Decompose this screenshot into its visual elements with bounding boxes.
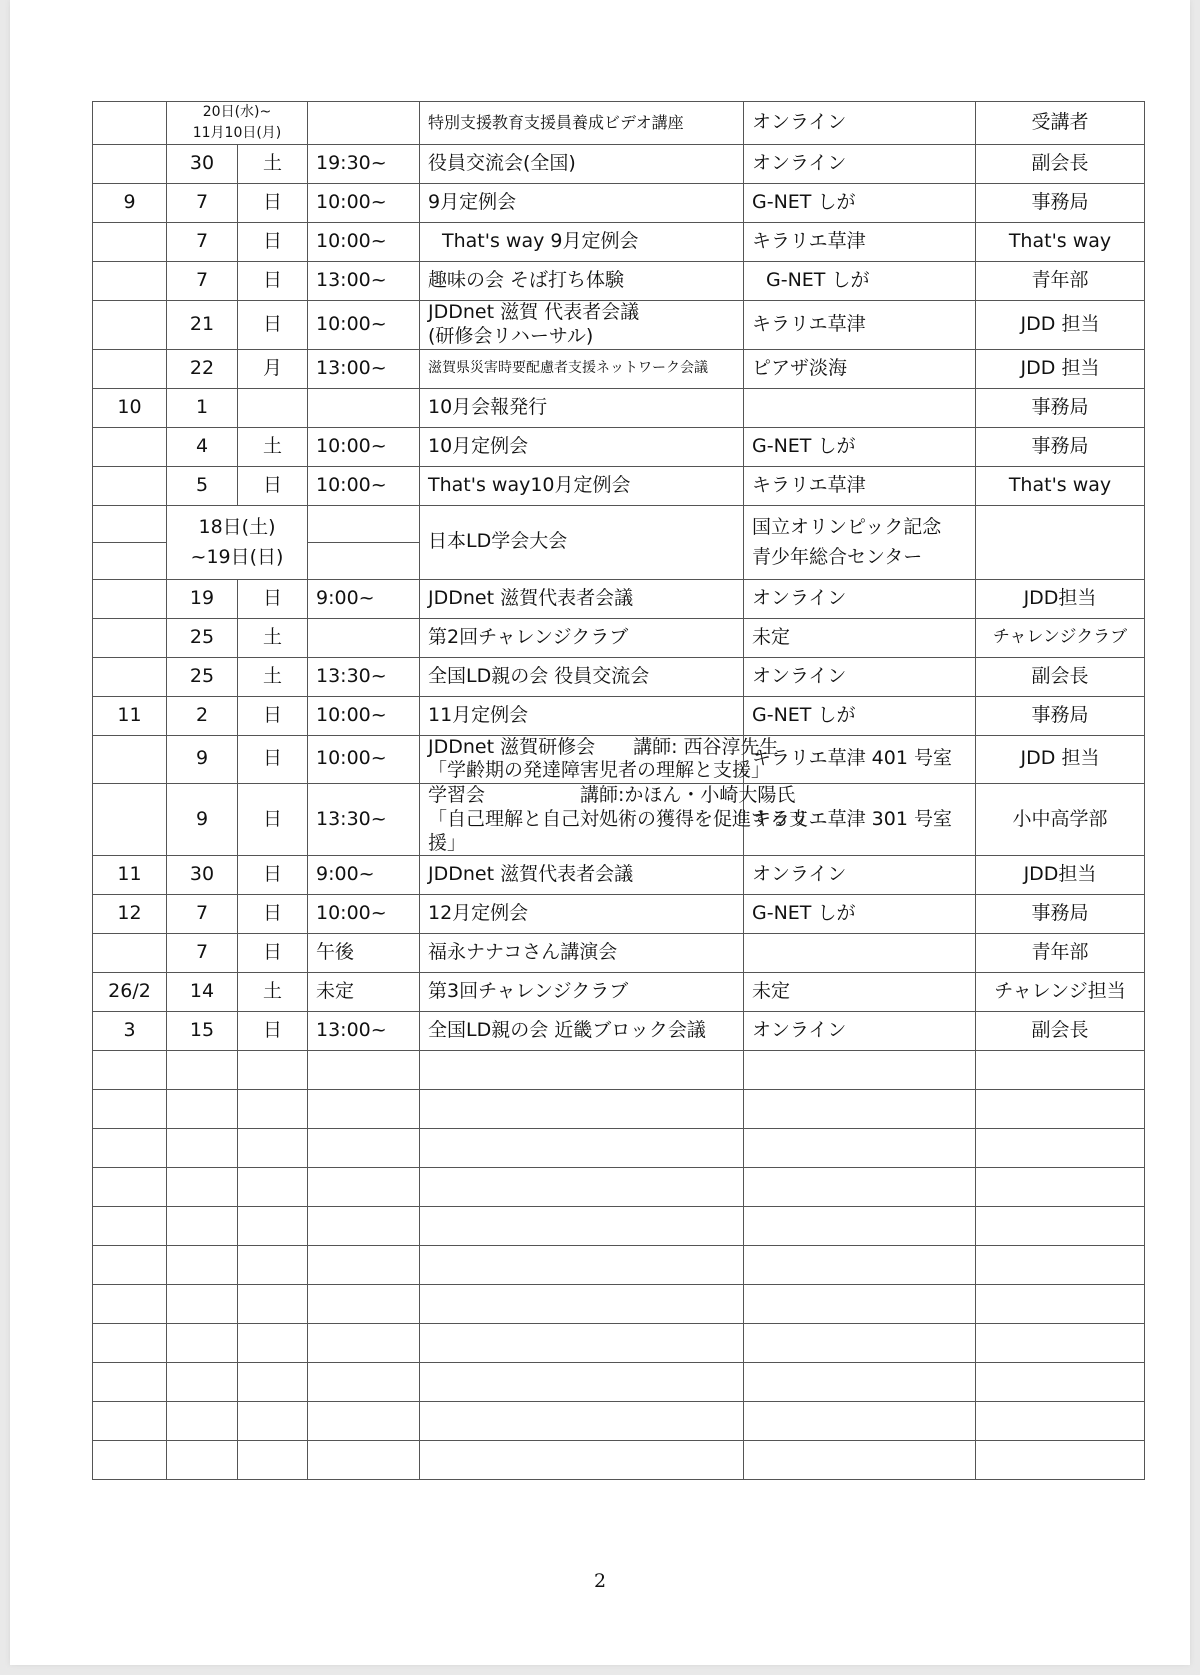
table-row	[93, 427, 1145, 466]
empty-row	[93, 1402, 1145, 1441]
empty-rows	[93, 1051, 1145, 1480]
table-row	[93, 856, 1145, 895]
table-row	[93, 973, 1145, 1012]
place-cell: オンライン	[744, 145, 976, 184]
event-cell: That's way10月定例会	[420, 466, 744, 505]
time-cell	[308, 618, 420, 657]
table-row	[93, 505, 1145, 542]
owner-cell: 青年部	[976, 934, 1145, 973]
weekday-cell: 日	[238, 301, 308, 350]
month-cell	[93, 657, 167, 696]
place-line: 青少年総合センター	[752, 546, 923, 568]
day-cell: 1	[167, 388, 238, 427]
weekday-cell: 土	[238, 657, 308, 696]
owner-cell: JDD 担当	[976, 735, 1145, 784]
place-cell: オンライン	[744, 1012, 976, 1051]
time-cell: 午後	[308, 934, 420, 973]
place-cell: オンライン	[744, 657, 976, 696]
event-cell	[420, 735, 779, 784]
place-cell: G-NET しが	[744, 427, 976, 466]
table-row	[93, 301, 1145, 350]
page-number: 2	[593, 1570, 607, 1592]
time-cell	[308, 388, 420, 427]
owner-cell: 事務局	[976, 388, 1145, 427]
place-cell: ピアザ淡海	[744, 349, 976, 388]
event-cell	[420, 784, 809, 856]
place-cell: キラリエ草津	[744, 223, 976, 262]
empty-row	[93, 1246, 1145, 1285]
table-row	[93, 696, 1145, 735]
day-cell: 14	[167, 973, 238, 1012]
day-cell: 7	[167, 934, 238, 973]
owner-cell: JDD 担当	[976, 349, 1145, 388]
owner-cell: That's way	[976, 223, 1145, 262]
owner-cell: JDD担当	[976, 579, 1145, 618]
day-cell	[167, 505, 308, 579]
month-cell	[93, 262, 167, 301]
event-cell: 第3回チャレンジクラブ	[420, 973, 744, 1012]
time-cell: 19:30~	[308, 145, 420, 184]
event-cell: 9月定例会	[420, 184, 744, 223]
event-line: JDDnet 滋賀 代表者会議	[428, 301, 640, 323]
owner-cell: JDD担当	[976, 856, 1145, 895]
day-cell: 30	[167, 856, 238, 895]
table-row	[93, 784, 1145, 856]
day-cell: 9	[167, 784, 238, 856]
owner-cell: チャレンジ担当	[976, 973, 1145, 1012]
weekday-cell: 日	[238, 466, 308, 505]
time-cell: 13:30~	[308, 657, 420, 696]
day-cell: 9	[167, 735, 238, 784]
event-cell: JDDnet 滋賀代表者会議	[420, 579, 744, 618]
owner-cell: 事務局	[976, 895, 1145, 934]
weekday-cell: 日	[238, 735, 308, 784]
event-line: JDDnet 滋賀研修会 講師: 西谷淳先生	[428, 735, 779, 758]
table-row	[93, 145, 1145, 184]
weekday-cell: 日	[238, 784, 308, 856]
owner-cell: チャレンジクラブ	[976, 618, 1145, 657]
owner-cell: 副会長	[976, 657, 1145, 696]
month-cell	[93, 934, 167, 973]
weekday-cell: 日	[238, 895, 308, 934]
weekday-cell: 日	[238, 934, 308, 973]
time-cell	[308, 102, 420, 145]
empty-row	[93, 1363, 1145, 1402]
time-cell: 10:00~	[308, 466, 420, 505]
place-cell: G-NET しが	[744, 895, 976, 934]
month-cell	[93, 301, 167, 350]
time-cell: 13:00~	[308, 1012, 420, 1051]
weekday-cell: 土	[238, 618, 308, 657]
place-cell: オンライン	[744, 579, 976, 618]
schedule-table	[92, 101, 1145, 1480]
month-cell	[93, 145, 167, 184]
table-row	[93, 657, 1145, 696]
owner-cell: 小中高学部	[976, 784, 1145, 856]
place-cell: キラリエ草津	[744, 466, 976, 505]
table-row	[93, 895, 1145, 934]
owner-cell: JDD 担当	[976, 301, 1145, 350]
owner-cell: 青年部	[976, 262, 1145, 301]
table-row	[93, 349, 1145, 388]
event-cell: 第2回チャレンジクラブ	[420, 618, 744, 657]
empty-row	[93, 1285, 1145, 1324]
place-cell: G-NET しが	[744, 262, 976, 301]
day-cell: 7	[167, 895, 238, 934]
weekday-cell: 月	[238, 349, 308, 388]
event-line: 援」	[428, 831, 467, 854]
place-cell: G-NET しが	[744, 696, 976, 735]
day-cell: 7	[167, 184, 238, 223]
time-cell: 13:00~	[308, 349, 420, 388]
place-line: 国立オリンピック記念	[752, 515, 942, 538]
day-cell: 5	[167, 466, 238, 505]
time-cell: 9:00~	[308, 856, 420, 895]
day-cell: 19	[167, 579, 238, 618]
empty-row	[93, 1168, 1145, 1207]
table-row	[93, 618, 1145, 657]
weekday-cell: 日	[238, 856, 308, 895]
day-line: 18日(土)	[198, 515, 276, 538]
event-cell: 滋賀県災害時要配慮者支援ネットワーク会議	[420, 349, 744, 388]
event-cell: 全国LD親の会 近畿ブロック会議	[420, 1012, 744, 1051]
place-cell: オンライン	[744, 102, 976, 145]
time-cell: 13:30~	[308, 784, 420, 856]
place-cell	[744, 388, 976, 427]
table-row	[93, 102, 1145, 145]
empty-row	[93, 1207, 1145, 1246]
table-row	[93, 1012, 1145, 1051]
day-cell: 4	[167, 427, 238, 466]
owner-cell: 事務局	[976, 696, 1145, 735]
weekday-cell: 日	[238, 223, 308, 262]
day-line: 20日(水)~	[202, 104, 272, 120]
month-cell	[93, 223, 167, 262]
place-cell: 未定	[744, 618, 976, 657]
month-cell	[93, 618, 167, 657]
month-cell	[93, 579, 167, 618]
month-cell	[93, 505, 167, 542]
month-cell	[93, 349, 167, 388]
time-cell: 10:00~	[308, 301, 420, 350]
event-cell: That's way 9月定例会	[420, 223, 744, 262]
weekday-cell	[238, 388, 308, 427]
empty-row	[93, 1090, 1145, 1129]
weekday-cell: 土	[238, 145, 308, 184]
day-cell: 25	[167, 618, 238, 657]
owner-cell: 副会長	[976, 145, 1145, 184]
month-cell: 3	[93, 1012, 167, 1051]
month-cell	[93, 735, 167, 784]
weekday-cell: 日	[238, 1012, 308, 1051]
table-row	[93, 579, 1145, 618]
day-cell: 15	[167, 1012, 238, 1051]
event-line: 「学齢期の発達障害児者の理解と支援」	[428, 759, 771, 782]
event-line: 学習会 講師:かほん・小崎大陽氏	[428, 784, 796, 806]
month-cell: 10	[93, 388, 167, 427]
weekday-cell: 日	[238, 579, 308, 618]
owner-cell: 事務局	[976, 184, 1145, 223]
day-line: ~19日(日)	[190, 546, 284, 568]
time-cell	[308, 542, 420, 579]
weekday-cell: 土	[238, 427, 308, 466]
table-row	[93, 262, 1145, 301]
event-cell: 福永ナナコさん講演会	[420, 934, 744, 973]
time-cell: 未定	[308, 973, 420, 1012]
event-cell: 趣味の会 そば打ち体験	[420, 262, 744, 301]
weekday-cell: 日	[238, 184, 308, 223]
place-cell: キラリエ草津 401 号室	[744, 735, 976, 784]
day-cell: 7	[167, 262, 238, 301]
month-cell: 12	[93, 895, 167, 934]
place-cell: キラリエ草津 301 号室	[744, 784, 976, 856]
document-page	[10, 0, 1190, 1665]
day-cell	[167, 102, 308, 145]
month-cell: 11	[93, 696, 167, 735]
month-cell: 11	[93, 856, 167, 895]
time-cell: 10:00~	[308, 223, 420, 262]
empty-row	[93, 1441, 1145, 1480]
event-cell: JDDnet 滋賀代表者会議	[420, 856, 744, 895]
empty-row	[93, 1051, 1145, 1090]
table-row	[93, 735, 1145, 784]
weekday-cell: 日	[238, 262, 308, 301]
place-cell: G-NET しが	[744, 184, 976, 223]
event-cell: 12月定例会	[420, 895, 744, 934]
owner-cell: 副会長	[976, 1012, 1145, 1051]
empty-row	[93, 1129, 1145, 1168]
day-cell: 22	[167, 349, 238, 388]
event-line: 「自己理解と自己対処術の獲得を促進する支	[428, 807, 809, 830]
time-cell: 10:00~	[308, 184, 420, 223]
event-cell: 10月定例会	[420, 427, 744, 466]
event-cell: 10月会報発行	[420, 388, 744, 427]
table-row	[93, 388, 1145, 427]
event-cell: 全国LD親の会 役員交流会	[420, 657, 744, 696]
time-cell: 13:00~	[308, 262, 420, 301]
table-row	[93, 223, 1145, 262]
owner-cell: 事務局	[976, 427, 1145, 466]
event-cell: 役員交流会(全国)	[420, 145, 744, 184]
month-cell: 9	[93, 184, 167, 223]
event-cell: 特別支援教育支援員養成ビデオ講座	[420, 102, 744, 145]
place-cell	[744, 505, 976, 579]
place-cell: キラリエ草津	[744, 301, 976, 350]
table-row	[93, 934, 1145, 973]
place-cell	[744, 934, 976, 973]
weekday-cell: 日	[238, 696, 308, 735]
weekday-cell: 土	[238, 973, 308, 1012]
time-cell	[308, 505, 420, 542]
day-cell: 30	[167, 145, 238, 184]
time-cell: 10:00~	[308, 895, 420, 934]
event-line: (研修会リハーサル)	[428, 324, 594, 347]
month-cell	[93, 427, 167, 466]
month-cell	[93, 542, 167, 579]
day-cell: 7	[167, 223, 238, 262]
day-cell: 25	[167, 657, 238, 696]
day-line: 11月10日(月)	[192, 125, 282, 141]
place-cell: 未定	[744, 973, 976, 1012]
month-cell	[93, 466, 167, 505]
event-cell: 日本LD学会大会	[420, 505, 744, 579]
table-row	[93, 184, 1145, 223]
table-row	[93, 466, 1145, 505]
event-cell	[420, 301, 744, 350]
time-cell: 10:00~	[308, 696, 420, 735]
time-cell: 10:00~	[308, 735, 420, 784]
owner-cell: 受講者	[976, 102, 1145, 145]
event-cell: 11月定例会	[420, 696, 744, 735]
day-cell: 21	[167, 301, 238, 350]
time-cell: 9:00~	[308, 579, 420, 618]
month-cell	[93, 102, 167, 145]
time-cell: 10:00~	[308, 427, 420, 466]
month-cell	[93, 784, 167, 856]
owner-cell	[976, 505, 1145, 579]
month-cell: 26/2	[93, 973, 167, 1012]
place-cell: オンライン	[744, 856, 976, 895]
day-cell: 2	[167, 696, 238, 735]
empty-row	[93, 1324, 1145, 1363]
owner-cell: That's way	[976, 466, 1145, 505]
